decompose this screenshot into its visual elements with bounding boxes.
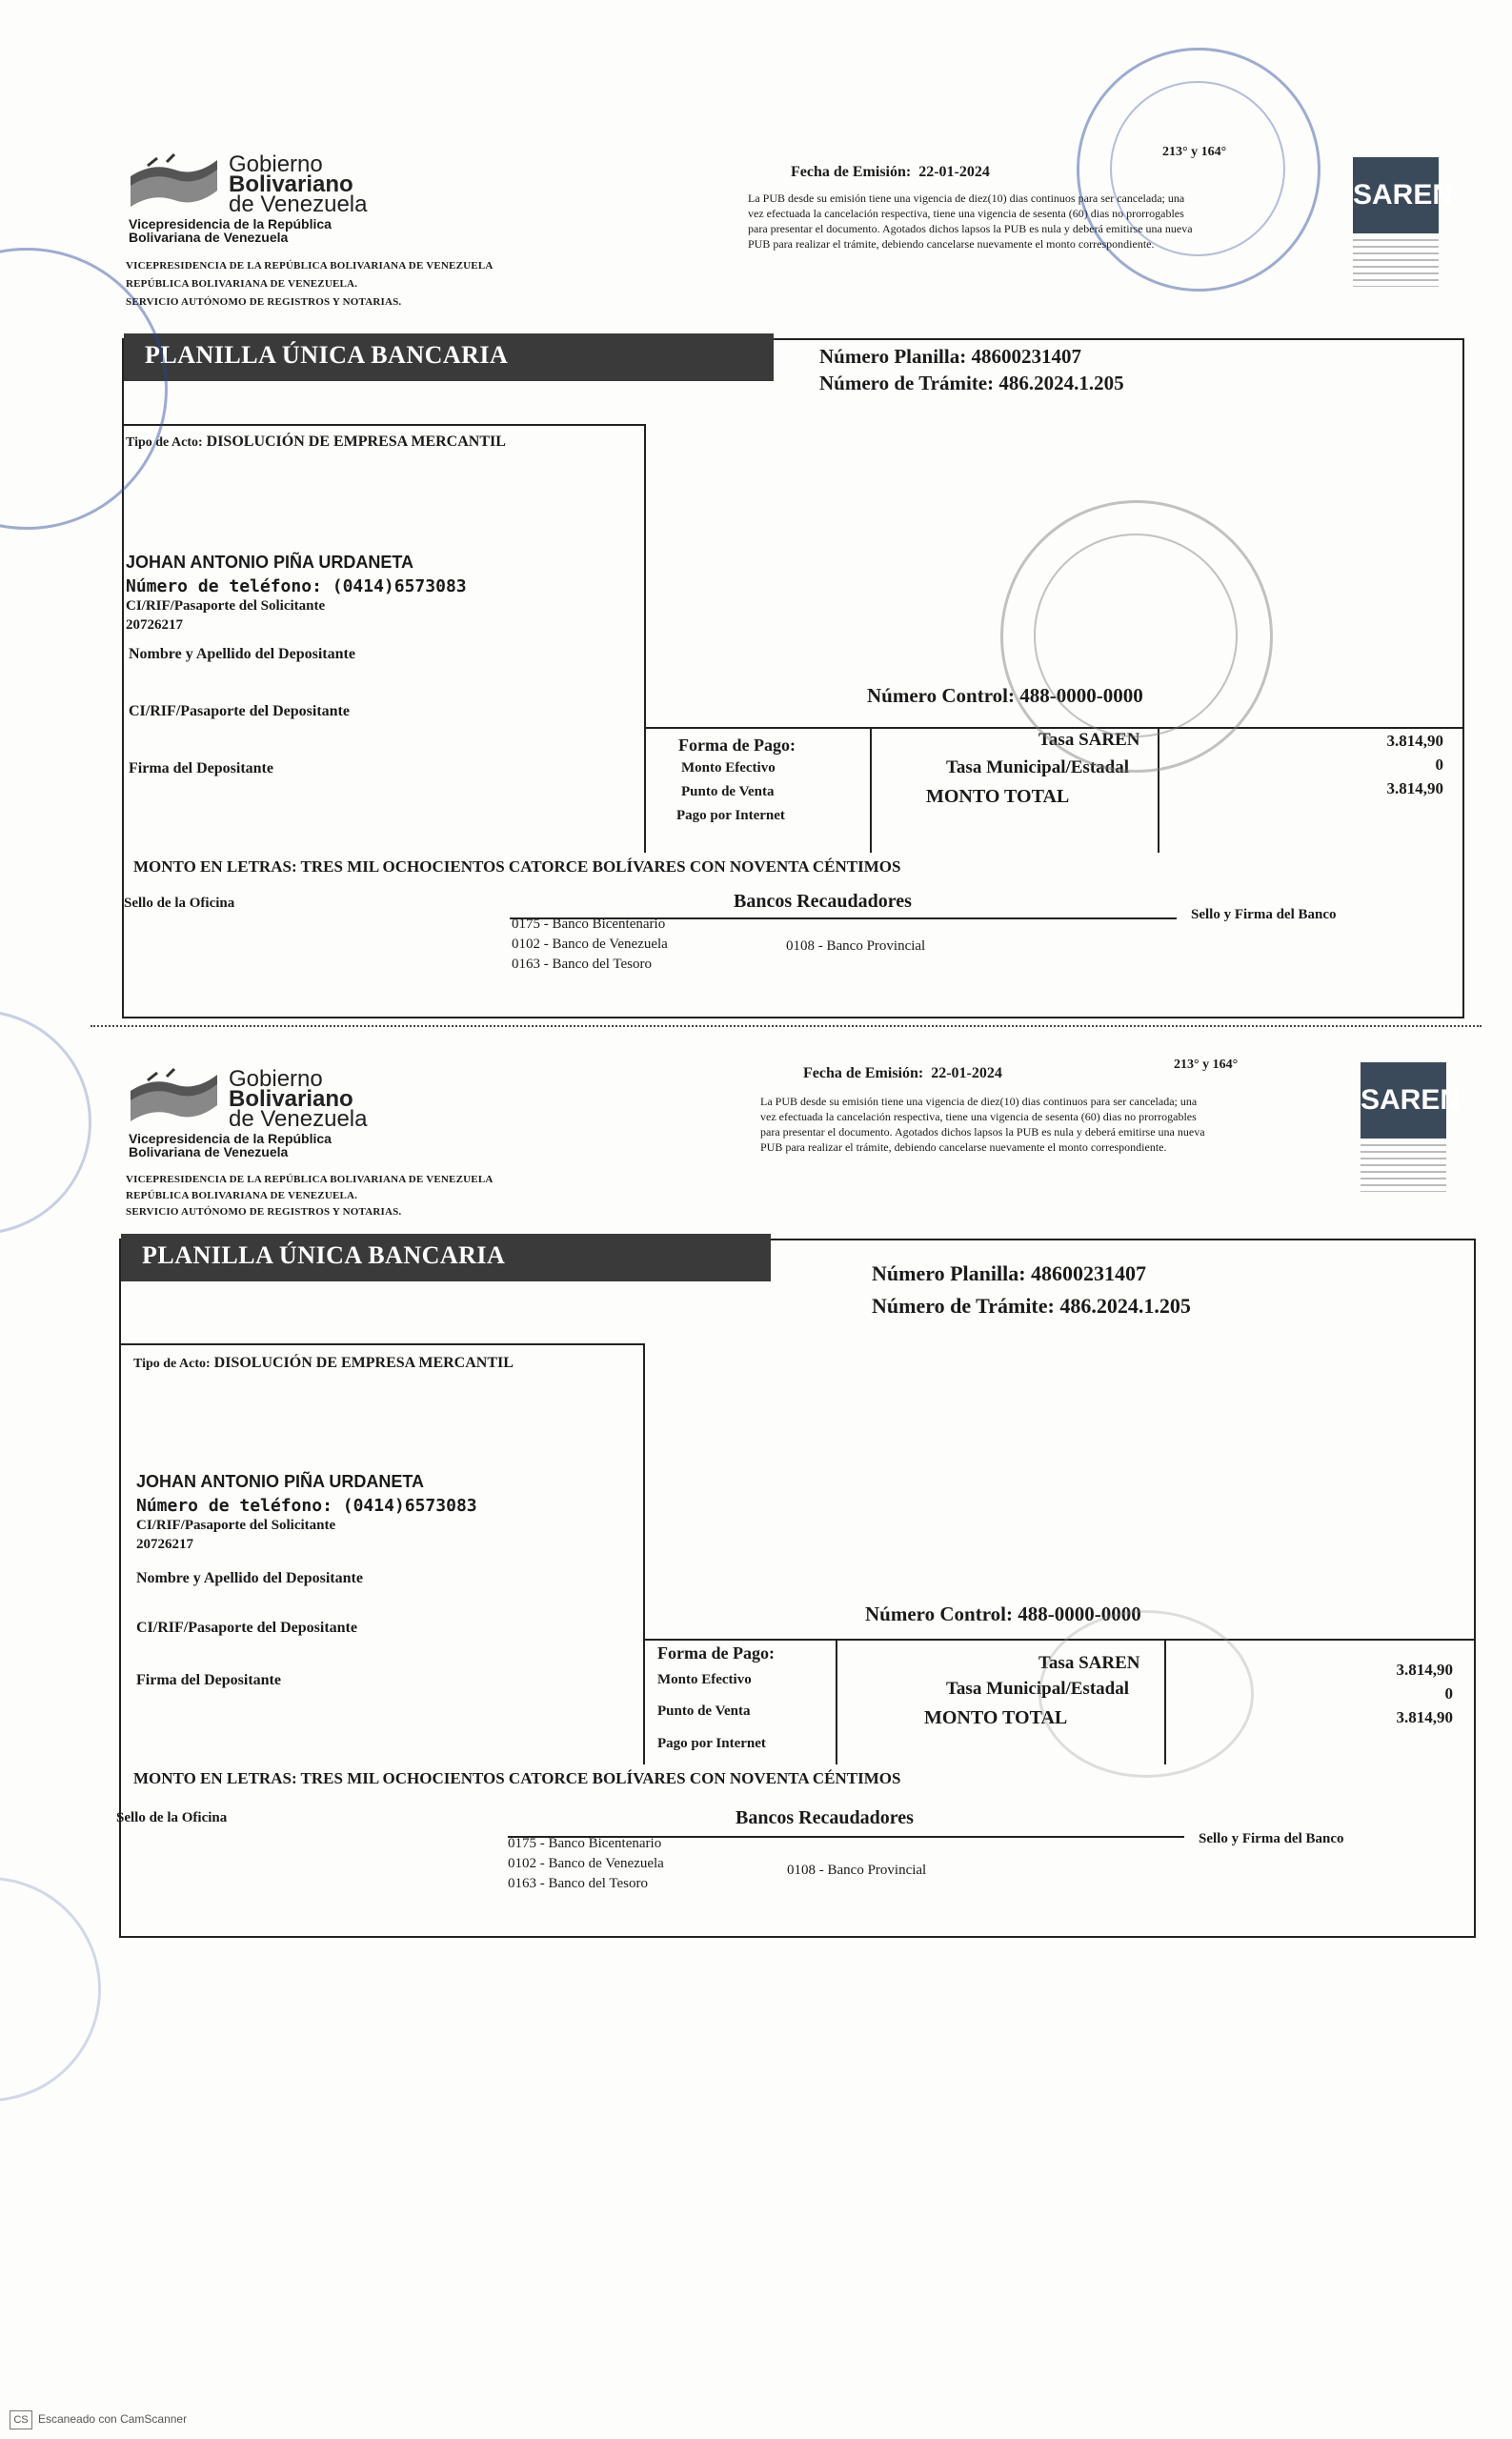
tasa-saren-label: Tasa SAREN xyxy=(1038,1653,1140,1673)
banco-tesoro: 0163 - Banco del Tesoro xyxy=(508,1876,648,1891)
forma-pago-efectivo: Monto Efectivo xyxy=(657,1672,752,1687)
forma-pago-internet: Pago por Internet xyxy=(676,808,785,823)
numero-planilla: Número Planilla: 48600231407 xyxy=(819,345,1081,368)
nombre-depositante-label: Nombre y Apellido del Depositante xyxy=(136,1570,363,1586)
pub-slip-bottom xyxy=(0,1048,1512,2001)
header-institution-lines: VICEPRESIDENCIA DE LA REPÚBLICA BOLIVARIANA DE VENEZUELA REPÚBLICA BOLIVARIANA DE VENEZUELA. SERVICIO AUTÓNOMO DE REGISTROS Y NOTARIAS. xyxy=(126,1174,494,1218)
numero-planilla: Número Planilla: 48600231407 xyxy=(872,1261,1147,1285)
fecha-emision-value: 22-01-2024 xyxy=(918,164,990,180)
sello-firma-banco-label: Sello y Firma del Banco xyxy=(1199,1831,1344,1846)
header-institution-lines: VICEPRESIDENCIA DE LA REPÚBLICA BOLIVARIANA DE VENEZUELA REPÚBLICA BOLIVARIANA DE VENEZUELA. SERVICIO AUTÓNOMO DE REGISTROS Y NOTARIAS. xyxy=(126,260,494,308)
bancos-title: Bancos Recaudadores xyxy=(736,1807,914,1828)
nombre-depositante-label: Nombre y Apellido del Depositante xyxy=(129,646,355,662)
forma-pago-internet: Pago por Internet xyxy=(657,1736,766,1751)
numero-control: Número Control: 488-0000-0000 xyxy=(865,1602,1141,1625)
sello-firma-banco-label: Sello y Firma del Banco xyxy=(1191,907,1337,922)
tasa-saren-label: Tasa SAREN xyxy=(1038,730,1140,750)
forma-pago-label: Forma de Pago: xyxy=(657,1643,775,1663)
ci-depositante-label: CI/RIF/Pasaporte del Depositante xyxy=(136,1620,357,1636)
forma-pago-label: Forma de Pago: xyxy=(678,736,796,755)
fecha-emision-value: 22-01-2024 xyxy=(931,1065,1002,1081)
firma-depositante-label: Firma del Depositante xyxy=(136,1672,281,1688)
ci-depositante-label: CI/RIF/Pasaporte del Depositante xyxy=(129,703,350,719)
monto-letras: MONTO EN LETRAS: TRES MIL OCHOCIENTOS CATORCE BOLÍVARES CON NOVENTA CÉNTIMOS xyxy=(133,857,901,876)
tasa-municipal-label: Tasa Municipal/Estadal xyxy=(946,1679,1129,1699)
scanner-footer xyxy=(10,2410,187,2429)
saren-logo-stripes xyxy=(1361,1144,1446,1192)
saren-logo-label: SAREN xyxy=(1361,1062,1446,1139)
form-banner: PLANILLA ÚNICA BANCARIA xyxy=(124,333,774,381)
forma-pago-punto-venta: Punto de Venta xyxy=(681,784,775,799)
saren-logo-label: SAREN xyxy=(1353,157,1439,233)
official-stamp-inner xyxy=(1110,81,1285,256)
vicepresidencia-logo-text: Vicepresidencia de la República Bolivariana de Venezuela xyxy=(129,216,332,245)
faded-stamp xyxy=(1038,1610,1254,1778)
vicepresidencia-logo-text: Vicepresidencia de la República Bolivariana de Venezuela xyxy=(129,1131,332,1159)
banco-venezuela: 0102 - Banco de Venezuela xyxy=(512,937,668,952)
solicitante-name: JOHAN ANTONIO PIÑA URDANETA xyxy=(136,1472,425,1491)
banco-bicentenario: 0175 - Banco Bicentenario xyxy=(508,1836,662,1851)
tasa-municipal-value: 0 xyxy=(1435,756,1443,774)
bancos-title: Bancos Recaudadores xyxy=(734,891,912,912)
tipo-acto-box xyxy=(119,1343,645,1641)
tipo-acto: Tipo de Acto: DISOLUCIÓN DE EMPRESA MERCANTIL xyxy=(133,1355,514,1371)
sello-oficina-label: Sello de la Oficina xyxy=(116,1810,228,1825)
banco-tesoro: 0163 - Banco del Tesoro xyxy=(512,957,652,972)
saren-logo xyxy=(1353,157,1454,329)
solicitante-name: JOHAN ANTONIO PIÑA URDANETA xyxy=(126,553,414,572)
sello-oficina-label: Sello de la Oficina xyxy=(124,896,235,911)
telefono: Número de teléfono: (0414)6573083 xyxy=(126,576,467,596)
saren-logo xyxy=(1361,1062,1462,1234)
flag-icon xyxy=(129,1067,219,1124)
monto-total-value: 3.814,90 xyxy=(1396,1708,1453,1726)
gov-logo xyxy=(129,1066,414,1159)
monto-total-label: MONTO TOTAL xyxy=(924,1707,1068,1728)
banco-venezuela: 0102 - Banco de Venezuela xyxy=(508,1856,664,1871)
year-note: 213° y 164° xyxy=(1162,145,1227,159)
numero-control: Número Control: 488-0000-0000 xyxy=(867,684,1143,707)
monto-letras: MONTO EN LETRAS: TRES MIL OCHOCIENTOS CATORCE BOLÍVARES CON NOVENTA CÉNTIMOS xyxy=(133,1769,901,1787)
gov-logo-text: Gobierno Bolivariano de Venezuela xyxy=(229,1066,368,1132)
payment-grid-divider xyxy=(836,1641,837,1764)
scanner-text: Escaneado con CamScanner xyxy=(38,2412,188,2426)
cut-line xyxy=(91,1025,1482,1027)
forma-pago-punto-venta: Punto de Venta xyxy=(657,1703,751,1719)
tasa-municipal-label: Tasa Municipal/Estadal xyxy=(946,757,1129,777)
telefono: Número de teléfono: (0414)6573083 xyxy=(136,1496,477,1516)
payment-grid-divider xyxy=(870,729,872,853)
gov-logo-text: Gobierno Bolivariano de Venezuela xyxy=(229,151,368,217)
monto-total-value: 3.814,90 xyxy=(1386,779,1443,797)
fecha-emision: Fecha de Emisión: 22-01-2024 xyxy=(803,1065,1002,1081)
ci-solicitante-label: CI/RIF/Pasaporte del Solicitante xyxy=(126,598,326,614)
left-edge-stamp xyxy=(0,1877,101,2102)
forma-pago-efectivo: Monto Efectivo xyxy=(681,760,776,776)
ci-solicitante-value: 20726217 xyxy=(136,1537,193,1552)
flag-icon xyxy=(129,152,219,210)
pub-slip-top xyxy=(0,133,1512,1086)
saren-logo-stripes xyxy=(1353,239,1439,287)
banco-provincial: 0108 - Banco Provincial xyxy=(787,1863,927,1878)
validity-notice: La PUB desde su emisión tiene una vigencia de diez(10) dias continuos para ser cancelada; una vez efectuada la cancelación respectiva, tiene una vigencia de sesenta (60) dias no prorrogables para presentar el documento. Agotados dichos lapsos la PUB es nula y deberá emitirse una nueva PUB para realizar el trámite, debiendo cancelarse nuevamente el monto correspondiente. xyxy=(748,191,1193,251)
banco-bicentenario: 0175 - Banco Bicentenario xyxy=(512,917,666,932)
banco-provincial: 0108 - Banco Provincial xyxy=(786,938,926,954)
firma-depositante-label: Firma del Depositante xyxy=(129,760,273,776)
form-numbers xyxy=(819,343,1124,396)
year-note: 213° y 164° xyxy=(1174,1058,1239,1072)
tasa-saren-value: 3.814,90 xyxy=(1396,1661,1453,1679)
gov-logo xyxy=(129,151,414,245)
tasa-municipal-value: 0 xyxy=(1444,1684,1453,1703)
form-banner: PLANILLA ÚNICA BANCARIA xyxy=(121,1234,771,1281)
numero-tramite: Número de Trámite: 486.2024.1.205 xyxy=(872,1294,1191,1318)
validity-notice: La PUB desde su emisión tiene una vigencia de diez(10) dias continuos para ser cancelada; una vez efectuada la cancelación respectiva, tiene una vigencia de sesenta (60) dias no prorrogables para presentar el documento. Agotados dichos lapsos la PUB es nula y deberá emitirse una nueva PUB para realizar el trámite, debiendo cancelarse nuevamente el monto correspondiente. xyxy=(760,1095,1205,1154)
numero-tramite: Número de Trámite: 486.2024.1.205 xyxy=(819,372,1124,394)
monto-total-label: MONTO TOTAL xyxy=(926,786,1070,807)
form-numbers xyxy=(872,1258,1191,1322)
registry-stamp-inner xyxy=(1034,534,1238,737)
tipo-acto: Tipo de Acto: DISOLUCIÓN DE EMPRESA MERCANTIL xyxy=(126,433,506,450)
ci-solicitante-value: 20726217 xyxy=(126,617,183,633)
fecha-emision: Fecha de Emisión: 22-01-2024 xyxy=(791,164,990,180)
camscanner-icon: CS xyxy=(10,2410,32,2429)
tasa-saren-value: 3.814,90 xyxy=(1386,732,1443,750)
ci-solicitante-label: CI/RIF/Pasaporte del Solicitante xyxy=(136,1518,336,1533)
